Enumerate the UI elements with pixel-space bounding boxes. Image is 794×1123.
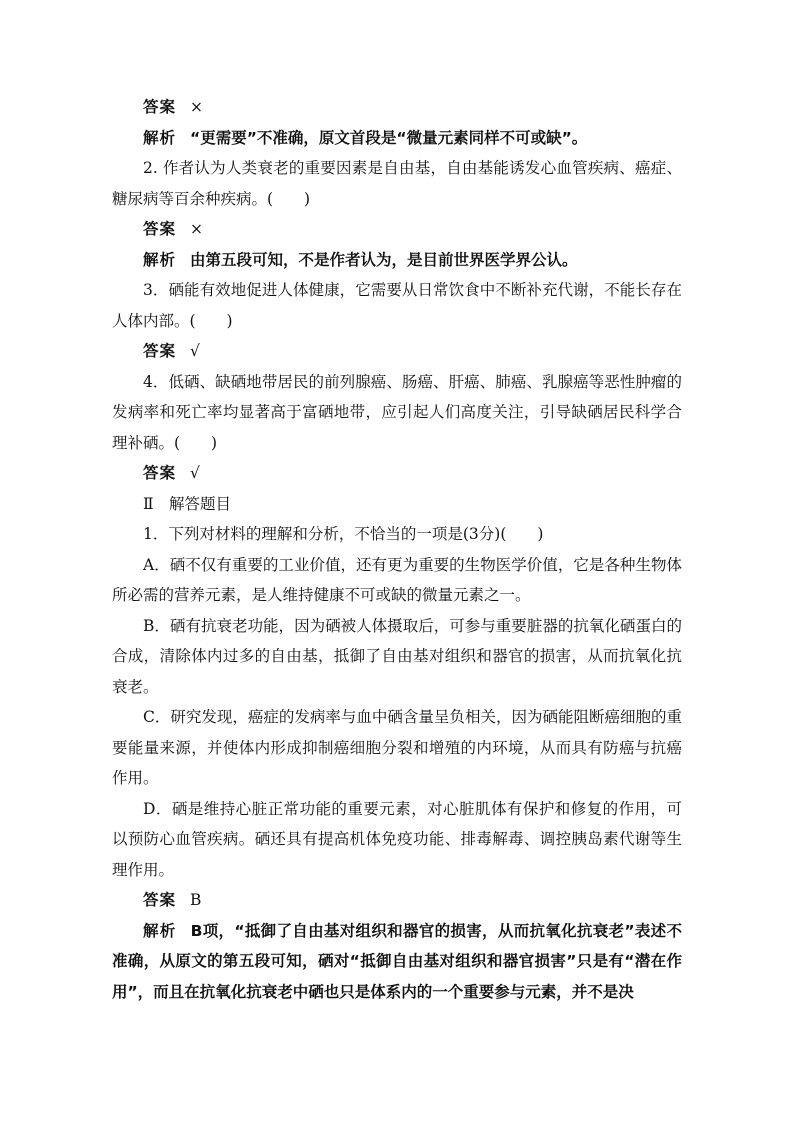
answer-value: √: [190, 464, 200, 482]
analysis-label: 解析: [143, 921, 177, 940]
answer-value: √: [190, 342, 200, 360]
analysis-line: [112, 245, 682, 276]
question-4: 4．低硒、缺硒地带居民的前列腺癌、肠癌、肝癌、肺癌、乳腺癌等恶性肿瘤的发病率和死亡率均显著高于富硒地带，应引起人们高度关注，引导缺硒居民科学合理补硒。( ): [112, 372, 682, 452]
answer-label: 答案: [143, 98, 177, 116]
question-3: 3．硒能有效地促进人体健康，它需要从日常饮食中不断补充代谢，不能长存在人体内部。( ): [112, 281, 682, 330]
analysis-line: [112, 123, 682, 154]
analysis-text: “更需要”不准确，原文首段是“微量元素同样不可或缺”。: [190, 128, 588, 147]
mcq-question-1: 1．下列对材料的理解和分析，不恰当的一项是(3分)( ): [143, 525, 544, 543]
analysis-text: 由第五段可知，不是作者认为，是目前世界医学界公认。: [190, 250, 578, 269]
answer-label: 答案: [143, 342, 177, 360]
answer-line: [112, 92, 682, 123]
answer-value: ×: [190, 220, 204, 238]
answer-line: [112, 336, 682, 367]
analysis-text: B项，“抵御了自由基对组织和器官的损害，从而抗氧化抗衰老”表述不准确，从原文的第五段可知，硒对“抵御自由基对组织和器官损害”只是有“潜在作用”，而且在抗氧化抗衰老中硒也只是体系内的一个重要参与元素，并不是决: [112, 921, 682, 1001]
option-d: D．硒是维持心脏正常功能的重要元素，对心脏肌体有保护和修复的作用，可以预防心血管疾病。硒还具有提高机体免疫功能、排毒解毒、调控胰岛素代谢等生理作用。: [112, 799, 682, 879]
answer-line: [112, 214, 682, 245]
analysis-label: 解析: [143, 250, 177, 269]
answer-line: [112, 458, 682, 489]
option-b: B．硒有抗衰老功能，因为硒被人体摄取后，可参与重要脏器的抗氧化硒蛋白的合成，清除体内过多的自由基，抵御了自由基对组织和器官的损害，从而抗氧化抗衰老。: [112, 616, 682, 696]
answer-label: 答案: [143, 464, 177, 482]
question-2: 2. 作者认为人类衰老的重要因素是自由基，自由基能诱发心血管疾病、癌症、糖尿病等百余种疾病。( ): [112, 159, 682, 208]
answer-label: 答案: [143, 220, 177, 238]
analysis-label: 解析: [143, 128, 177, 147]
option-c: C．研究发现，癌症的发病率与血中硒含量呈负相关，因为硒能阻断癌细胞的重要能量来源，并使体内形成抑制癌细胞分裂和增殖的内环境，从而具有防癌与抗癌作用。: [112, 708, 682, 787]
analysis-line: [112, 916, 682, 1008]
document-page: [112, 92, 682, 1007]
answer-value: ×: [190, 98, 204, 116]
answer-line: [112, 885, 682, 916]
option-a: A．硒不仅有重要的工业价值，还有更为重要的生物医学价值，它是各种生物体所必需的营养元素，是人维持健康不可或缺的微量元素之一。: [112, 555, 682, 604]
answer-label: 答案: [143, 891, 177, 909]
section-heading: Ⅱ 解答题目: [143, 494, 232, 513]
answer-value: B: [190, 891, 202, 909]
